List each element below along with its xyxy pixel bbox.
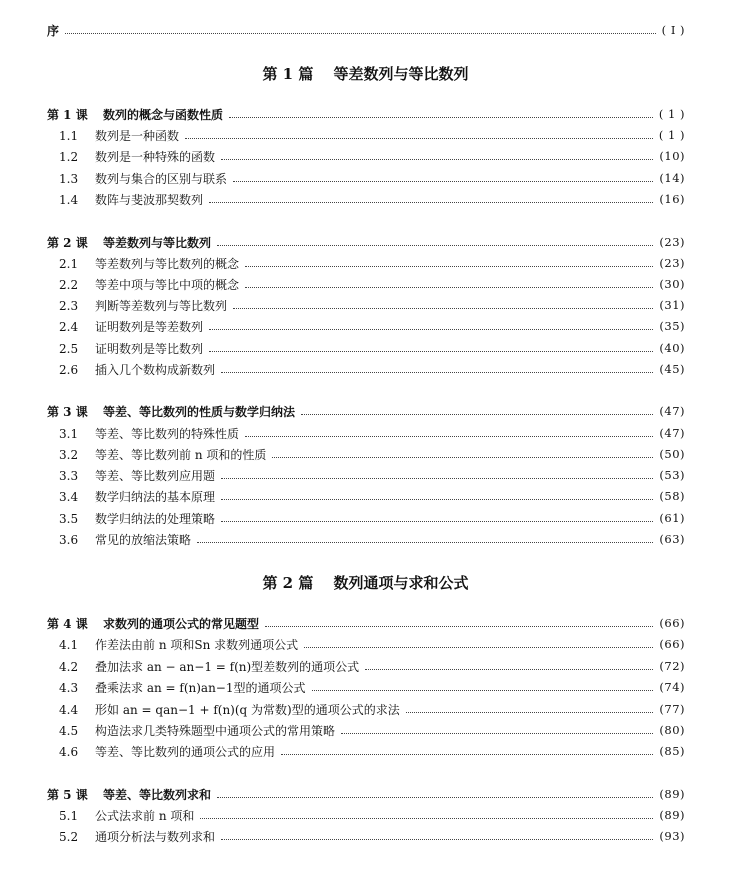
page-number: ( 1 ) <box>658 128 685 142</box>
section-title: 等差数列与等比数列的概念 <box>95 256 240 271</box>
toc-section[interactable] <box>59 466 685 484</box>
section-title: 形如 an = qan−1 + f(n)(q 为常数)型的通项公式的求法 <box>95 702 400 717</box>
page-number: (50) <box>659 447 685 461</box>
toc-section[interactable] <box>59 424 685 442</box>
dot-leader <box>200 817 653 819</box>
dot-leader <box>245 286 653 288</box>
section-number: 1.4 <box>59 192 79 207</box>
dot-leader <box>245 435 653 437</box>
section-number: 2.1 <box>59 256 79 271</box>
dot-leader <box>233 180 653 182</box>
toc-section[interactable] <box>59 806 685 824</box>
toc-preface[interactable] <box>47 21 685 39</box>
page-number: (40) <box>659 341 685 355</box>
section-number: 2.5 <box>59 341 79 356</box>
page-number: (53) <box>659 468 685 482</box>
section-number: 4.5 <box>59 723 79 738</box>
dot-leader <box>265 625 653 627</box>
section-title: 等差、等比数列前 n 项和的性质 <box>95 447 267 462</box>
dot-leader <box>229 116 653 118</box>
section-number: 1.3 <box>59 171 79 186</box>
section-title: 叠乘法求 an = f(n)an−1型的通项公式 <box>95 680 306 695</box>
section-title: 插入几个数构成新数列 <box>95 362 216 377</box>
dot-leader <box>341 732 653 734</box>
toc-lesson[interactable] <box>47 233 685 251</box>
section-number: 3.2 <box>59 447 79 462</box>
page-number: (66) <box>659 637 685 651</box>
page-number: (47) <box>659 426 685 440</box>
toc-section[interactable] <box>59 700 685 718</box>
dot-leader <box>221 371 653 373</box>
page-number: (63) <box>659 532 685 546</box>
page-number: (72) <box>659 659 685 673</box>
dot-leader <box>221 498 653 500</box>
lesson-title: 等差数列与等比数列 <box>103 235 212 250</box>
lesson-number: 第 5 课 <box>47 787 88 802</box>
toc-section[interactable] <box>59 254 685 272</box>
preface-label: 序 <box>47 23 60 38</box>
section-number: 3.3 <box>59 468 79 483</box>
dot-leader <box>65 32 656 34</box>
page-number: (61) <box>659 511 685 525</box>
lesson-title: 求数列的通项公式的常见题型 <box>103 616 260 631</box>
section-title: 公式法求前 n 项和 <box>95 808 195 823</box>
toc-section[interactable] <box>59 317 685 335</box>
section-title: 数列是一种特殊的函数 <box>95 149 216 164</box>
dot-leader <box>209 328 653 330</box>
section-title: 通项分析法与数列求和 <box>95 829 216 844</box>
page-number: (23) <box>659 256 685 270</box>
section-number: 3.1 <box>59 426 79 441</box>
dot-leader <box>217 244 653 246</box>
section-number: 3.5 <box>59 511 79 526</box>
dot-leader <box>233 307 653 309</box>
toc-section[interactable] <box>59 487 685 505</box>
lesson-title: 等差、等比数列的性质与数学归纳法 <box>103 404 296 419</box>
page-number: (47) <box>659 404 685 418</box>
section-number: 3.4 <box>59 489 79 504</box>
lesson-number: 第 4 课 <box>47 616 88 631</box>
section-number: 4.4 <box>59 702 79 717</box>
lesson-number: 第 1 课 <box>47 107 88 122</box>
toc-section[interactable] <box>59 275 685 293</box>
page-number: (89) <box>659 787 685 801</box>
dot-leader <box>217 796 653 798</box>
section-number: 5.2 <box>59 829 79 844</box>
dot-leader <box>304 646 653 648</box>
lesson-number: 第 3 课 <box>47 404 88 419</box>
toc-section[interactable] <box>59 509 685 527</box>
page-number: (10) <box>659 149 685 163</box>
page-number: (45) <box>659 362 685 376</box>
section-title: 数学归纳法的基本原理 <box>95 489 216 504</box>
dot-leader <box>185 137 653 139</box>
toc-lesson[interactable] <box>47 785 685 803</box>
toc-section[interactable] <box>59 827 685 845</box>
toc-section[interactable] <box>59 445 685 463</box>
toc-section[interactable] <box>59 742 685 760</box>
section-number: 4.1 <box>59 637 79 652</box>
dot-leader <box>365 668 653 670</box>
page-number: (93) <box>659 829 685 843</box>
dot-leader <box>197 541 653 543</box>
toc-section[interactable] <box>59 190 685 208</box>
page-number: (74) <box>659 680 685 694</box>
toc-section[interactable] <box>59 635 685 653</box>
toc-section[interactable] <box>59 147 685 165</box>
dot-leader <box>312 689 654 691</box>
section-title: 常见的放缩法策略 <box>95 532 192 547</box>
page-number: (58) <box>659 489 685 503</box>
section-number: 2.6 <box>59 362 79 377</box>
toc-section[interactable] <box>59 296 685 314</box>
section-number: 3.6 <box>59 532 79 547</box>
section-title: 证明数列是等比数列 <box>95 341 204 356</box>
section-number: 2.4 <box>59 319 79 334</box>
lesson-title: 数列的概念与函数性质 <box>103 107 224 122</box>
section-title: 作差法由前 n 项和Sn 求数列通项公式 <box>95 637 299 652</box>
section-title: 等差、等比数列的通项公式的应用 <box>95 744 276 759</box>
section-title: 证明数列是等差数列 <box>95 319 204 334</box>
page-number: (30) <box>659 277 685 291</box>
section-number: 4.3 <box>59 680 79 695</box>
page-number: (23) <box>659 235 685 249</box>
toc-section[interactable] <box>59 360 685 378</box>
page-number: (85) <box>659 744 685 758</box>
toc-section[interactable] <box>59 721 685 739</box>
section-title: 构造法求几类特殊题型中通项公式的常用策略 <box>95 723 336 738</box>
dot-leader <box>245 265 653 267</box>
section-number: 2.2 <box>59 277 79 292</box>
section-title: 叠加法求 an − an−1 = f(n)型差数列的通项公式 <box>95 659 360 674</box>
dot-leader <box>221 158 653 160</box>
page-number: ( 1 ) <box>658 107 685 121</box>
page-number: (77) <box>659 702 685 716</box>
lesson-number: 第 2 课 <box>47 235 88 250</box>
page-number: (66) <box>659 616 685 630</box>
section-number: 5.1 <box>59 808 79 823</box>
section-number: 1.2 <box>59 149 79 164</box>
page-number: (80) <box>659 723 685 737</box>
part-title: 第 1 篇 等差数列与等比数列 <box>262 65 469 83</box>
part-title: 第 2 篇 数列通项与求和公式 <box>262 574 469 592</box>
section-number: 1.1 <box>59 128 79 143</box>
page-number: (14) <box>659 171 685 185</box>
section-title: 数列与集合的区别与联系 <box>95 171 228 186</box>
dot-leader <box>272 456 653 458</box>
section-number: 2.3 <box>59 298 79 313</box>
toc-section[interactable] <box>59 657 685 675</box>
page-number: (35) <box>659 319 685 333</box>
dot-leader <box>221 520 653 522</box>
section-number: 4.2 <box>59 659 79 674</box>
section-title: 等差、等比数列应用题 <box>95 468 216 483</box>
dot-leader <box>209 350 653 352</box>
section-title: 等差中项与等比中项的概念 <box>95 277 240 292</box>
section-title: 等差、等比数列的特殊性质 <box>95 426 240 441</box>
section-title: 判断等差数列与等比数列 <box>95 298 228 313</box>
dot-leader <box>221 477 653 479</box>
lesson-title: 等差、等比数列求和 <box>103 787 212 802</box>
section-title: 数学归纳法的处理策略 <box>95 511 216 526</box>
dot-leader <box>209 201 653 203</box>
toc-lesson[interactable] <box>47 614 685 632</box>
section-title: 数列是一种函数 <box>95 128 180 143</box>
section-title: 数阵与斐波那契数列 <box>95 192 204 207</box>
page-number: ( Ⅰ ) <box>661 23 685 37</box>
page-number: (31) <box>659 298 685 312</box>
section-number: 4.6 <box>59 744 79 759</box>
toc-section[interactable] <box>59 169 685 187</box>
toc-section[interactable] <box>59 339 685 357</box>
toc-lesson[interactable] <box>47 402 685 420</box>
dot-leader <box>301 413 653 415</box>
toc-section[interactable] <box>59 530 685 548</box>
toc-lesson[interactable] <box>47 105 685 123</box>
dot-leader <box>281 753 653 755</box>
toc-section[interactable] <box>59 678 685 696</box>
toc-section[interactable] <box>59 126 685 144</box>
page-number: (89) <box>659 808 685 822</box>
page-number: (16) <box>659 192 685 206</box>
dot-leader <box>406 711 654 713</box>
dot-leader <box>221 838 653 840</box>
